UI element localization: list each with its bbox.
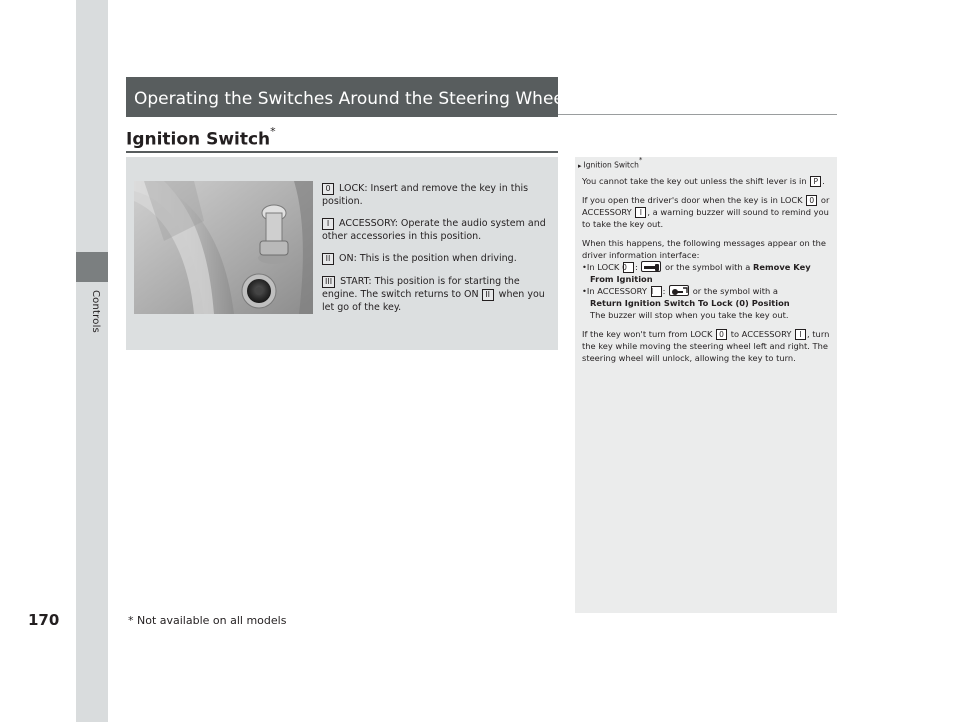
text-run: to ACCESSORY bbox=[728, 329, 795, 339]
position-badge: II bbox=[322, 253, 334, 265]
side-note-paragraph bbox=[582, 328, 830, 364]
text-run: You cannot take the key out unless the shift lever is in bbox=[582, 176, 810, 186]
position-start bbox=[322, 275, 548, 314]
inline-badge: I bbox=[651, 286, 662, 297]
text-run: In ACCESSORY bbox=[586, 286, 650, 296]
ignition-photo-illustration bbox=[134, 181, 313, 314]
position-accessory bbox=[322, 217, 548, 243]
inline-badge: 0 bbox=[806, 195, 817, 206]
side-note-body bbox=[582, 175, 830, 371]
ignition-position-list bbox=[322, 182, 548, 323]
inline-badge: I bbox=[635, 207, 646, 218]
position-text: ON: This is the position when driving. bbox=[336, 253, 517, 264]
text-run: In LOCK bbox=[586, 262, 622, 272]
text-run: . bbox=[822, 176, 825, 186]
text-run: If the key won't turn from LOCK bbox=[582, 329, 716, 339]
text-run: or the symbol with a bbox=[662, 262, 753, 272]
position-text: ACCESSORY: Operate the audio system and other accessories in this position. bbox=[322, 218, 546, 242]
banner-underline bbox=[126, 115, 558, 117]
key-remove-icon bbox=[641, 261, 661, 272]
inline-badge: I bbox=[795, 329, 806, 340]
inline-badge: 0 bbox=[716, 329, 727, 340]
chapter-sidebar bbox=[76, 0, 108, 722]
text-run: : bbox=[662, 286, 669, 296]
side-note-title bbox=[578, 158, 642, 170]
position-on bbox=[322, 252, 548, 265]
position-lock bbox=[322, 182, 548, 208]
position-badge: 0 bbox=[322, 183, 334, 195]
section-rule bbox=[126, 151, 558, 153]
banner-rule bbox=[558, 114, 837, 115]
text-run: or the symbol with a bbox=[690, 286, 779, 296]
text-run: or ACCESSORY bbox=[582, 195, 830, 217]
reference-arrow-icon: ▸ bbox=[578, 161, 582, 170]
side-note-title-marker: * bbox=[638, 156, 643, 164]
text-run: If you open the driver's door when the key is in LOCK bbox=[582, 195, 806, 205]
section-title-marker: * bbox=[270, 125, 276, 138]
text-run: The buzzer will stop when you take the key out. bbox=[590, 310, 789, 320]
section-title bbox=[126, 125, 276, 150]
footnote: * Not available on all models bbox=[128, 614, 287, 627]
bold-text: Remove Key From Ignition bbox=[590, 262, 811, 284]
inline-badge: P bbox=[810, 176, 821, 187]
chapter-banner bbox=[126, 77, 569, 115]
text-run: : bbox=[634, 262, 641, 272]
inline-badge: 0 bbox=[623, 262, 634, 273]
text-run: , turn the key while moving the steering wheel left and right. The steering wheel will unlock, allowing the key to turn. bbox=[582, 329, 830, 363]
side-note-title-text: Ignition Switch bbox=[583, 160, 639, 170]
side-note-paragraph bbox=[582, 194, 830, 230]
side-note-bullet: •In ACCESSORY I : or the symbol with a Return Ignition Switch To Lock (0) Position The buzzer will stop when you take the key out. bbox=[582, 286, 790, 320]
page-number: 170 bbox=[28, 611, 60, 629]
position-text: when you let go of the key. bbox=[322, 289, 545, 313]
sidebar-label: Controls bbox=[90, 290, 101, 333]
text-run: , a warning buzzer will sound to remind you to take the key out. bbox=[582, 207, 829, 229]
side-note-bullet: •In LOCK 0 : or the symbol with a Remove Key From Ignition bbox=[582, 262, 811, 284]
bold-text: Return Ignition Switch To Lock (0) Position bbox=[590, 298, 790, 308]
chapter-tab-marker bbox=[76, 252, 108, 282]
position-badge: I bbox=[322, 218, 334, 230]
side-note-paragraph: When this happens, the following messages appear on the driver information interface: bbox=[582, 238, 826, 260]
side-note-paragraph bbox=[582, 175, 830, 187]
position-badge: III bbox=[322, 276, 335, 288]
chapter-title: Operating the Switches Around the Steering Wheel bbox=[134, 89, 569, 109]
ignition-switch-photo bbox=[134, 181, 313, 314]
position-text: START: This position is for starting the engine. The switch returns to ON bbox=[322, 276, 520, 300]
position-badge: II bbox=[482, 289, 494, 301]
position-text: LOCK: Insert and remove the key in this position. bbox=[322, 183, 529, 207]
section-title-text: Ignition Switch bbox=[126, 129, 271, 150]
key-return-icon bbox=[669, 285, 689, 296]
